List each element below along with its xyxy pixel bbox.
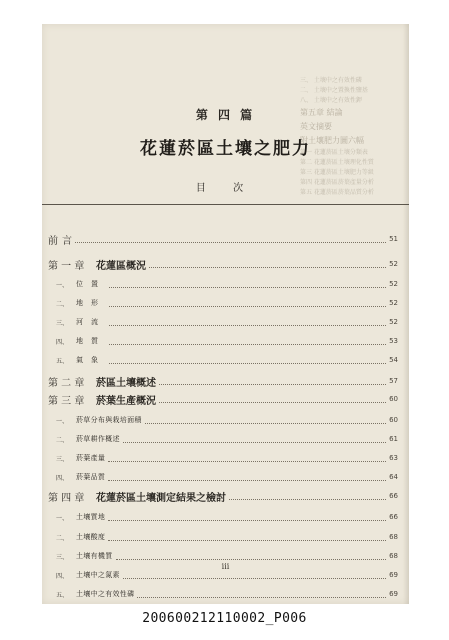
toc-entry[interactable] — [48, 257, 398, 271]
toc-entry-label: 土壤中之有效性磷 — [76, 590, 135, 598]
toc-leader-dots — [149, 267, 386, 268]
toc-entry-label: 土壤有機質 — [76, 552, 113, 560]
toc-entry-number: 前 — [48, 235, 58, 247]
toc-leader-dots — [137, 597, 386, 598]
toc-entry-number: 第 二 章 — [48, 377, 85, 389]
toc-entry-number: 四、 — [55, 572, 68, 580]
toc-entry-page: 69 — [389, 571, 398, 579]
toc-entry[interactable] — [48, 510, 398, 524]
toc-entry-label: 花蓮區概況 — [96, 260, 146, 272]
toc-entry-number: 三、 — [55, 553, 68, 561]
toc-entry-page: 60 — [389, 395, 398, 403]
toc-entry-page: 53 — [389, 337, 398, 345]
document-title: 花蓮菸區土壤之肥力 — [140, 139, 311, 159]
toc-entry[interactable] — [48, 451, 398, 465]
toc-entry-number: 第 一 章 — [48, 260, 85, 272]
toc-entry[interactable] — [48, 334, 398, 348]
toc-entry-page: 61 — [389, 435, 398, 443]
toc-leader-dots — [123, 442, 386, 443]
toc-leader-dots — [159, 402, 386, 403]
toc-entry-label: 河流 — [76, 318, 106, 326]
toc-entry[interactable] — [48, 432, 398, 446]
toc-entry-number: 五、 — [55, 357, 68, 365]
toc-entry-page: 68 — [389, 533, 398, 541]
toc-entry[interactable] — [48, 549, 398, 563]
page-folio: iii — [221, 562, 230, 571]
toc-leader-dots — [123, 578, 386, 579]
toc-entry-number: 二、 — [55, 436, 68, 444]
toc-leader-dots — [109, 325, 386, 326]
toc-entry-label: 菸葉生產概況 — [96, 395, 156, 407]
toc-entry[interactable] — [48, 413, 398, 427]
toc-entry-label: 土壤中之氮素 — [76, 571, 120, 579]
toc-entry-page: 52 — [389, 260, 398, 268]
toc-entry-label: 土壤酸度 — [76, 533, 106, 541]
toc-entry[interactable] — [48, 277, 398, 291]
toc-entry[interactable] — [48, 353, 398, 367]
toc-leader-dots — [108, 480, 386, 481]
toc-entry[interactable] — [48, 470, 398, 484]
toc-entry-label: 氣象 — [76, 356, 106, 364]
toc-entry[interactable] — [48, 530, 398, 544]
bleed-through-text: 三、 土壤中之有效性磷 二、 土壤中之置換性鹽基 八、 土壤中之有效性鉀 第五章 結論 英文摘要 附土壤肥力圖六幅 第一 花蓮菸區土壤分類表 第二 花蓮菸區土壤理化性質 第三 花蓮菸區土壤肥力等級 第四 花蓮菸區菸葉產量分析 第五 花蓮菸區菸葉品質分析 — [300, 77, 374, 196]
toc-entry[interactable] — [48, 374, 398, 388]
toc-entry[interactable] — [48, 489, 398, 503]
toc-entry-label: 菸葉產量 — [76, 454, 106, 462]
toc-entry[interactable] — [48, 296, 398, 310]
toc-entry-page: 66 — [389, 492, 398, 500]
toc-entry-page: 66 — [389, 513, 398, 521]
toc-leader-dots — [109, 306, 386, 307]
toc-entry-label: 位置 — [76, 280, 106, 288]
toc-entry-number: 三、 — [55, 319, 68, 327]
toc-entry-number: 五、 — [55, 591, 68, 599]
toc-entry[interactable] — [48, 392, 398, 406]
toc-leader-dots — [108, 540, 386, 541]
toc-leader-dots — [108, 461, 386, 462]
toc-leader-dots — [109, 344, 386, 345]
toc-leader-dots — [116, 559, 387, 560]
toc-entry[interactable] — [48, 232, 398, 246]
toc-leader-dots — [109, 363, 386, 364]
toc-heading: 目 次 — [195, 183, 256, 194]
toc-entry-label: 菸草耕作概述 — [76, 435, 120, 443]
toc-entry-page: 60 — [389, 416, 398, 424]
toc-leader-dots — [108, 520, 386, 521]
toc-entry-page: 57 — [389, 377, 398, 385]
toc-entry-page: 52 — [389, 280, 398, 288]
toc-entry-number: 一、 — [55, 417, 68, 425]
toc-entry[interactable] — [48, 315, 398, 329]
toc-entry-number: 第 四 章 — [48, 492, 85, 504]
toc-entry-number: 四、 — [55, 338, 68, 346]
toc-entry-number: 三、 — [55, 455, 68, 463]
toc-entry-number: 二、 — [55, 534, 68, 542]
toc-entry-label: 菸草分布與栽培面積 — [76, 416, 142, 424]
toc-entry-number: 四、 — [55, 474, 68, 482]
toc-entry-label: 菸葉品質 — [76, 473, 106, 481]
part-label: 第 四 篇 — [195, 108, 256, 122]
toc-entry-number: 一、 — [55, 281, 68, 289]
toc-leader-dots — [145, 423, 386, 424]
toc-entry-label: 言 — [62, 235, 72, 247]
toc-leader-dots — [159, 384, 386, 385]
book-page — [42, 24, 409, 604]
toc-leader-dots — [229, 499, 386, 500]
toc-entry-page: 52 — [389, 299, 398, 307]
image-caption: 200600212110002_P006 — [142, 611, 307, 626]
toc-entry-label: 土壤質地 — [76, 513, 106, 521]
toc-rule — [42, 204, 409, 205]
toc-entry-number: 二、 — [55, 300, 68, 308]
toc-entry-label: 花蓮菸區土壤測定結果之檢討 — [96, 492, 226, 504]
toc-entry-page: 68 — [389, 552, 398, 560]
toc-entry-page: 69 — [389, 590, 398, 598]
toc-entry-number: 第 三 章 — [48, 395, 85, 407]
toc-entry-page: 51 — [389, 235, 398, 243]
toc-entry-label: 菸區土壤概述 — [96, 377, 156, 389]
toc-entry-page: 54 — [389, 356, 398, 364]
toc-entry-label: 地形 — [76, 299, 106, 307]
toc-leader-dots — [75, 242, 386, 243]
toc-entry-page: 52 — [389, 318, 398, 326]
toc-leader-dots — [109, 287, 386, 288]
toc-entry-number: 一、 — [55, 514, 68, 522]
toc-entry[interactable] — [48, 587, 398, 601]
toc-entry-page: 64 — [389, 473, 398, 481]
toc-entry-page: 63 — [389, 454, 398, 462]
toc-entry-label: 地質 — [76, 337, 106, 345]
